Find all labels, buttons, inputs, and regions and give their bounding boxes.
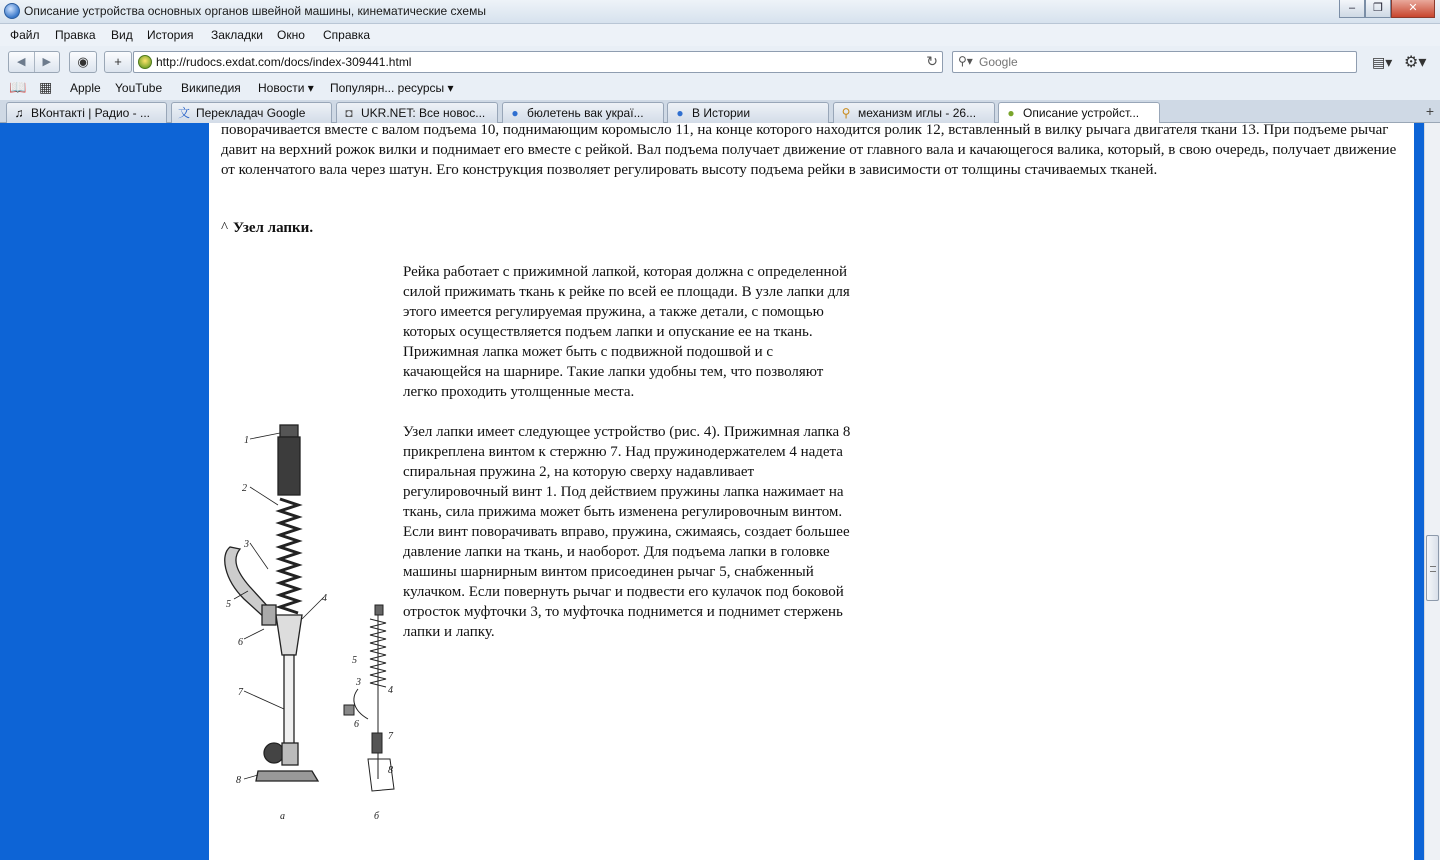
scrollbar-thumb[interactable] — [1426, 535, 1439, 601]
tab-vkontakte[interactable] — [6, 102, 167, 123]
snapshot-button[interactable]: ◉ — [69, 51, 97, 73]
small-lever — [354, 689, 368, 719]
menu-file[interactable]: Файл — [10, 28, 40, 42]
ukrnet-icon: ◘ — [345, 106, 353, 120]
back-button[interactable]: ◀ — [9, 52, 35, 72]
translate-icon: 文 — [177, 106, 190, 120]
globe-icon: ● — [676, 106, 684, 120]
label-b-3: 3 — [356, 677, 361, 688]
tab-bulletin[interactable] — [502, 102, 664, 123]
screw-body — [278, 437, 300, 495]
bookmark-apple[interactable]: Apple — [70, 81, 101, 95]
gear-icon[interactable]: ⚙▾ — [1404, 54, 1427, 71]
reload-icon[interactable]: ↻ — [926, 53, 938, 69]
site-favicon-icon — [138, 55, 152, 69]
text-column — [403, 262, 851, 642]
menu-history[interactable]: История — [147, 28, 194, 42]
paragraph-foot-assembly: Узел лапки имеет следующее устройство (рис. 4). Прижимная лапка 8 прикреплена винтом к стержню 7. Над пружинодержателем 4 надета спиральная пружина 2, на которую сверху надавливает регулировочный винт 1. Под действием пружины лапка нажимает на ткань, сила прижима может быть изменена регулировочным винтом. Если винт поворачивать вправо, пружина, сжимаясь, создает большее давление лапки на ткань, и наоборот. Для подъема лапки в головке машины шарнирным винтом присоединен рычаг 5, снабженный кулачком. Если повернуть рычаг и подвести его кулачок под боковой отросток муфточки 3, то муфточка поднимется и поднимет стержень лапки и лапку. — [403, 424, 851, 640]
search-box[interactable] — [952, 51, 1357, 73]
spring-holder — [276, 615, 302, 655]
address-bar[interactable] — [133, 51, 943, 73]
heading-caret[interactable]: ^ — [221, 220, 229, 236]
new-tab-button[interactable]: + — [1425, 103, 1434, 119]
tab-ukrnet[interactable] — [336, 102, 498, 123]
tab-label: Перекладач Google — [196, 106, 306, 120]
paragraph-presser-foot: Рейка работает с прижимной лапкой, которая должна с определенной силой прижимать ткань к рейке по всей ее площади. В узле лапки для этого имеется регулируемая пружина, а также детали, с помощью которых осуществляется подъем лапки и опускание ее на ткань. Прижимная лапка может быть с подвижной подошвой и с качающейся на шарнире. Такие лапки удобны тем, что позволяют легко проходить утолщенные места. — [403, 264, 850, 400]
bookmark-youtube[interactable]: YouTube — [115, 81, 163, 95]
window-controls — [1339, 0, 1435, 20]
minimize-button[interactable]: – — [1339, 0, 1365, 18]
page-menu-icon[interactable]: ▤▾ — [1372, 54, 1393, 70]
menu-edit[interactable]: Правка — [55, 28, 96, 42]
drawing-a — [225, 425, 324, 781]
heading-text: Узел лапки. — [233, 220, 314, 236]
search-icon[interactable]: ⚲▾ — [958, 54, 973, 68]
music-icon: ♫ — [14, 106, 24, 120]
add-bookmark-button[interactable]: + — [104, 51, 132, 73]
scrollbar-grip — [1430, 566, 1436, 572]
vertical-scrollbar[interactable] — [1424, 123, 1440, 860]
small-cam — [344, 705, 354, 715]
back-forward-group — [8, 51, 60, 73]
bookmark-news[interactable]: Новости ▾ — [258, 81, 314, 95]
label-b-7: 7 — [388, 731, 393, 742]
label-b-8: 8 — [388, 765, 393, 776]
search-input[interactable] — [979, 54, 1349, 70]
bookmarks-bar — [0, 78, 1440, 100]
label-a-3: 3 — [244, 539, 249, 550]
lever-cam — [262, 605, 276, 625]
presser-foot-figure — [218, 419, 408, 829]
menu-view[interactable]: Вид — [111, 28, 133, 42]
site-favicon-icon: ● — [1007, 106, 1015, 120]
label-a-8: 8 — [236, 775, 241, 786]
navigation-toolbar — [0, 46, 1440, 78]
tab-current-page[interactable] — [998, 102, 1160, 124]
section-heading — [221, 220, 313, 237]
search-result-icon: ⚲ — [841, 106, 851, 120]
foot-rod — [284, 655, 294, 747]
tab-label: В Истории — [692, 106, 751, 120]
maximize-button[interactable]: ❐ — [1365, 0, 1391, 18]
menu-bar — [0, 24, 1440, 46]
label-a-6: 6 — [238, 637, 243, 648]
adjust-screw-head — [280, 425, 298, 437]
book-icon[interactable]: 📖 — [9, 79, 27, 95]
tab-bar — [0, 100, 1440, 123]
tab-history[interactable] — [667, 102, 829, 123]
forward-button[interactable]: ▶ — [42, 56, 51, 68]
menu-help[interactable]: Справка — [323, 28, 371, 42]
tab-label: бюлетень вак украї... — [527, 106, 644, 120]
page-content — [0, 123, 1424, 860]
close-button[interactable]: ✕ — [1391, 0, 1435, 18]
tab-google-translate[interactable] — [171, 102, 332, 123]
drawing-b — [344, 605, 394, 791]
bookmark-wikipedia[interactable]: Википедия — [181, 81, 241, 95]
label-b-6: 6 — [354, 719, 359, 730]
small-screw — [375, 605, 383, 615]
bookmark-popular[interactable]: Популярн... ресурсы ▾ — [330, 81, 454, 95]
browser-app-icon — [4, 3, 20, 19]
left-blue-band — [0, 123, 209, 860]
label-a-2: 2 — [242, 483, 247, 494]
url-text[interactable]: http://rudocs.exdat.com/docs/index-309441.html — [156, 55, 412, 69]
menu-bookmarks[interactable]: Закладки — [211, 28, 263, 42]
tab-label: Описание устройст... — [1023, 106, 1140, 120]
window-title: Описание устройства основных органов швейной машины, кинематические схемы — [24, 4, 486, 18]
caption-b: б — [374, 811, 380, 822]
label-b-4: 4 — [388, 685, 393, 696]
right-blue-band — [1414, 123, 1424, 860]
label-a-4: 4 — [322, 593, 327, 604]
title-bar — [0, 0, 1440, 24]
grid-icon[interactable]: ▦ — [39, 79, 53, 95]
small-clamp — [372, 733, 382, 753]
tab-needle-mechanism[interactable] — [833, 102, 995, 123]
tab-label: механизм иглы - 26... — [858, 106, 977, 120]
tab-label: ВКонтакті | Радио - ... — [31, 106, 150, 120]
foot-screw-knob — [264, 743, 284, 763]
label-b-5: 5 — [352, 655, 357, 666]
intro-paragraph: поворачивается вместе с валом подъема 10, поднимающим коромысло 11, на конце которого находится ролик 12, вставленный в вилку рычага двигателя ткани 13. При подъеме рычаг давит на верхний рожок вилки и поднимает его вместе с рейкой. Вал подъема получает движение от главного вала и качающегося валика, который, в свою очередь, получает движение от коленчатого вала через шатун. Его конструкция позволяет регулировать высоту подъема рейки в зависимости от толщины стачиваемых тканей. — [221, 123, 1397, 178]
coil-spring — [280, 499, 298, 613]
foot-clamp — [282, 743, 298, 765]
globe-icon: ● — [511, 106, 519, 120]
label-a-7: 7 — [238, 687, 243, 698]
label-a-1: 1 — [244, 435, 249, 446]
caption-a: а — [280, 811, 285, 822]
label-a-5: 5 — [226, 599, 231, 610]
menu-window[interactable]: Окно — [277, 28, 305, 42]
tab-label: UKR.NET: Все новос... — [361, 106, 486, 120]
presser-foot — [256, 771, 318, 781]
